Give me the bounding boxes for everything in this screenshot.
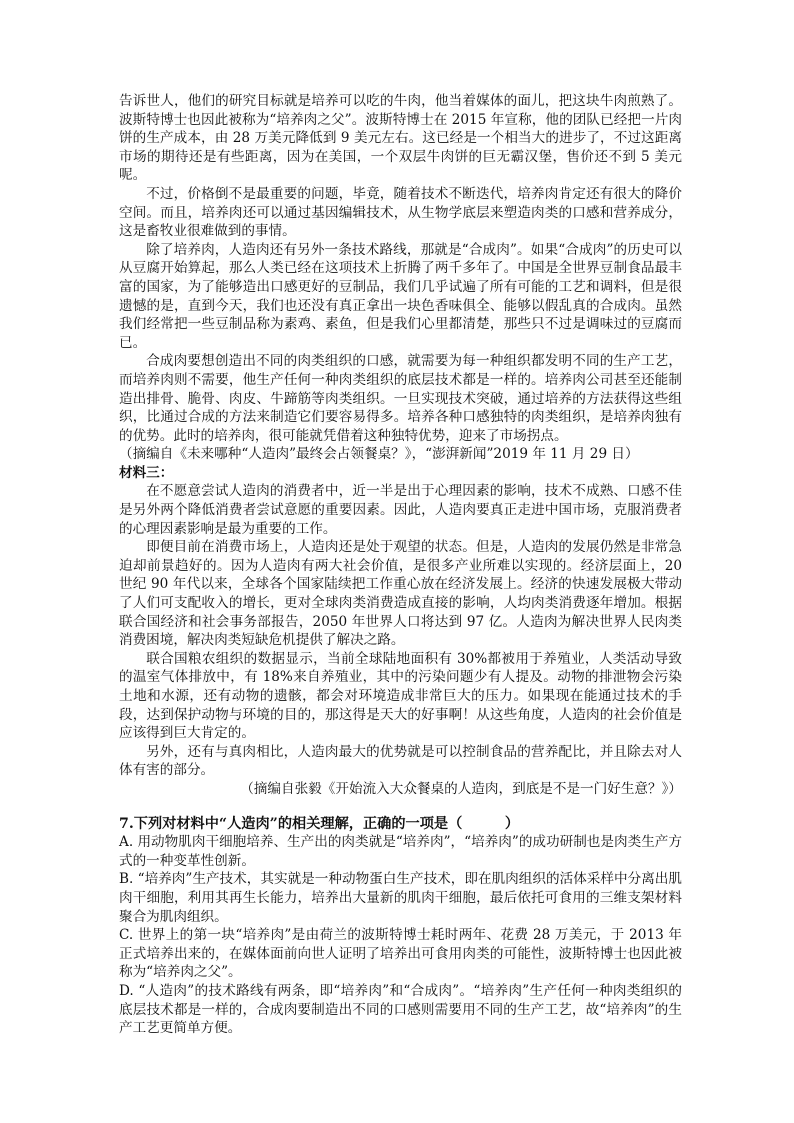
material2-paragraph-3: 除了培养肉，人造肉还有另外一条技术路线，那就是“合成肉”。如果“合成肉”的历史可以从豆腐开始算起，那么人类已经在这项技术上折腾了两千多年了。中国是全世界豆制食品最丰富的国家，为了能够造出口感更好的豆制品，我们几乎试遍了所有可能的工艺和调料，但是很遗憾的是，直到今天，我们也还没有真正拿出一块色香味俱全、能够以假乱真的合成肉。虽然我们经常把一些豆制品称为素鸡、素鱼，但是我们心里都清楚，那些只不过是调味过的豆腐而已。 bbox=[119, 241, 682, 351]
material2-paragraph-1: 告诉世人，他们的研究目标就是培养可以吃的牛肉，他当着媒体的面儿，把这块牛肉煎熟了。波斯特博士也因此被称为“培养肉之父”。波斯特博士在 2015 年宣称，他的团队已经把一片肉饼的生产成本，由 28 万美元降低到 9 美元左右。这已经是一个相当大的进步了，不过这距离市场的期待还是有些距离，因为在美国，一个双层牛肉饼的巨无霸汉堡，售价还不到 5 美元呢。 bbox=[119, 93, 682, 184]
material3-heading: 材料三： bbox=[119, 464, 174, 481]
material3-paragraph-1: 在不愿意尝试人造肉的消费者中，近一半是出于心理因素的影响，技术不成熟、口感不佳是另外两个降低消费者尝试意愿的重要因素。因此，人造肉要真正走进中国市场，克服消费者的心理因素影响是最为重要的工作。 bbox=[119, 483, 682, 537]
material2-paragraph-4: 合成肉要想创造出不同的肉类组织的口感，就需要为每一种组织都发明不同的生产工艺，而培养肉则不需要，他生产任何一种肉类组织的底层技术都是一样的。培养肉公司甚至还能制造出排骨、脆骨、肉皮、牛蹄筋等肉类组织。一旦实现技术突破，通过培养的方法获得这些组织，比通过合成的方法来制造它们要容易得多。培养各种口感独特的肉类组织，是培养肉独有的优势。此时的培养肉，很可能就凭借着这种独特优势，迎来了市场拐点。 bbox=[119, 353, 682, 444]
option-b: B. “培养肉”生产技术，其实就是一种动物蛋白生产技术，即在肌肉组织的活体采样中分离出肌肉干细胞，利用其再生长能力，培养出大量新的肌肉干细胞，最后依托可食用的三维支架材料聚合为肌肉组织。 bbox=[119, 871, 682, 925]
material2-source: （摘编自《未来哪种“人造肉”最终会占领餐桌？》，“澎湃新闻”2019 年 11 月 29 日） bbox=[119, 446, 639, 463]
question-7-stem: 7.下列对材料中“人造肉”的相关理解，正确的一项是（ ） bbox=[119, 815, 520, 832]
material2-paragraph-2: 不过，价格倒不是最重要的问题，毕竟，随着技术不断迭代，培养肉肯定还有很大的降价空间。而且，培养肉还可以通过基因编辑技术，从生物学底层来塑造肉类的口感和营养成分，这是畜牧业很难做到的事情。 bbox=[119, 185, 682, 240]
option-c: C. 世界上的第一块“培养肉”是由荷兰的波斯特博士耗时两年、花费 28 万美元，于 2013 年正式培养出来的，在媒体面前向世人证明了培养出可食用肉类的可能性，波斯特博士也因此被称为“培养肉之父”。 bbox=[119, 927, 682, 981]
material3-paragraph-2: 即便目前在消费市场上，人造肉还是处于观望的状态。但是，人造肉的发展仍然是非常急迫却前景趋好的。因为人造肉有两大社会价值，是很多产业所难以实现的。经济层面上，20 世纪 90 年代以来，全球各个国家陆续把工作重心放在经济发展上。经济的快速发展极大带动了人们可支配收入的增长，更对全球肉类消费造成直接的影响，人均肉类消费逐年增加。根据联合国经济和社会事务部报告，2050 年世界人口将达到 97 亿。人造肉为解决世界人民肉类消费困境，解决肉类短缺危机提供了解决之路。 bbox=[119, 539, 682, 649]
material3-source: （摘编自张毅《开始流入大众餐桌的人造肉，到底是不是一门好生意？》） bbox=[240, 780, 682, 797]
document-page bbox=[119, 92, 682, 1038]
option-a: A. 用动物肌肉干细胞培养、生产出的肉类就是“培养肉”，“培养肉”的成功研制也是肉类生产方式的一种变革性创新。 bbox=[119, 834, 682, 869]
option-d: D. “人造肉”的技术路线有两条，即“培养肉”和“合成肉”。“培养肉”生产任何一种肉类组织的底层技术都是一样的，合成肉要制造出不同的口感则需要用不同的生产工艺，故“培养肉”的生产工艺更简单方便。 bbox=[119, 982, 682, 1037]
material3-paragraph-4: 另外，还有与真肉相比，人造肉最大的优势就是可以控制食品的营养配比，并且除去对人体有害的部分。 bbox=[119, 743, 682, 779]
material3-paragraph-3: 联合国粮农组织的数据显示，当前全球陆地面积有 30%都被用于养殖业，人类活动导致的温室气体排放中，有 18%来自养殖业，其中的污染问题少有人提及。动物的排泄物会污染土地和水源，还有动物的遗骸，都会对环境造成非常巨大的压力。如果现在能通过技术的手段，达到保护动物与环境的目的，那这得是天大的好事啊！从这些角度，人造肉的社会价值是应该得到巨大肯定的。 bbox=[119, 650, 682, 742]
